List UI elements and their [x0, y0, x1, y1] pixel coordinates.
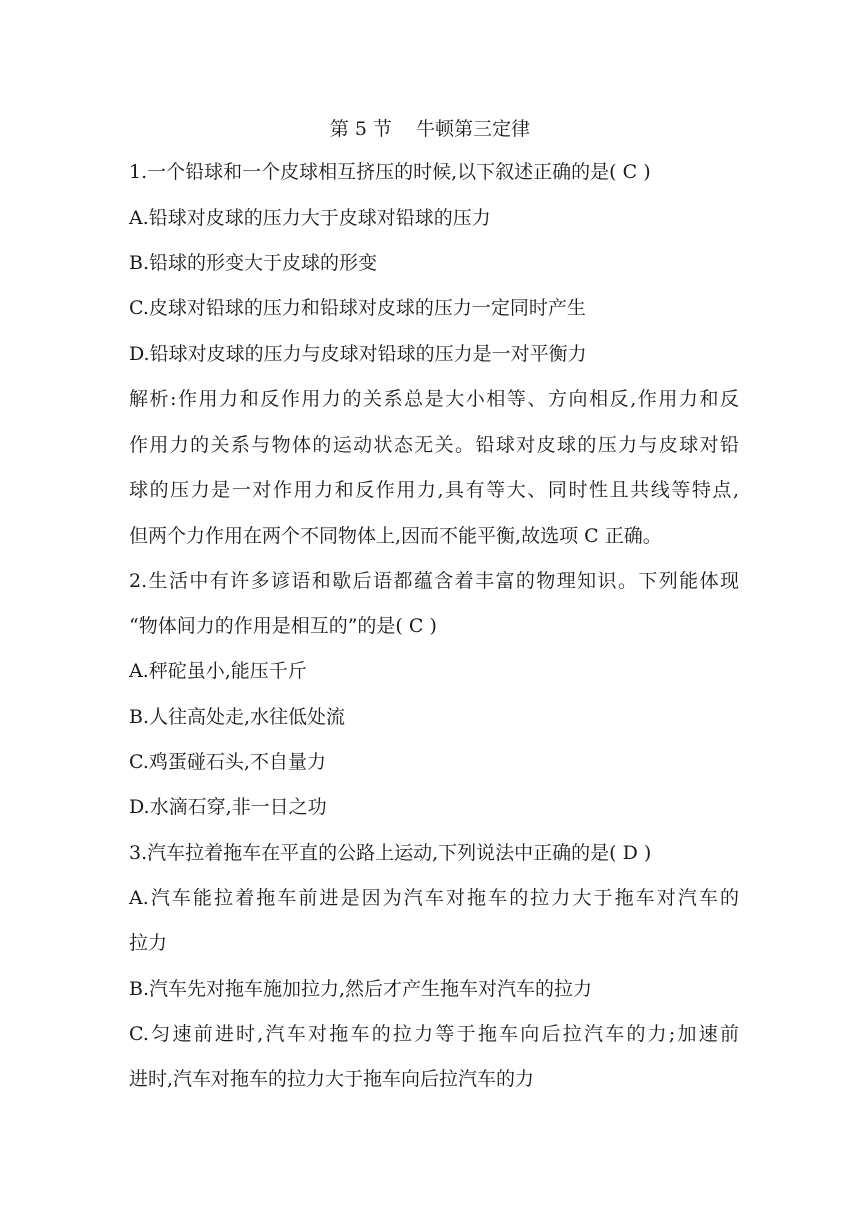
question-1-analysis-line-3: 球的压力是一对作用力和反作用力,具有等大、同时性且共线等特点, — [129, 479, 739, 501]
question-3-option-a-line-2: 拉力 — [129, 932, 168, 954]
question-1-option-d: D.铅球对皮球的压力与皮球对铅球的压力是一对平衡力 — [129, 343, 587, 365]
question-1-analysis-line-1: 解析:作用力和反作用力的关系总是大小相等、方向相反,作用力和反 — [129, 388, 739, 410]
question-1-analysis-line-2: 作用力的关系与物体的运动状态无关。铅球对皮球的压力与皮球对铅 — [129, 434, 739, 456]
section-title: 第 5 节 牛顿第三定律 — [329, 118, 531, 140]
question-3-option-c-line-1: C.匀速前进时,汽车对拖车的拉力等于拖车向后拉汽车的力;加速前 — [129, 1023, 739, 1045]
question-1-analysis-line-4: 但两个力作用在两个不同物体上,因而不能平衡,故选项 C 正确。 — [129, 525, 662, 547]
question-2-option-b: B.人往高处走,水往低处流 — [129, 706, 346, 728]
question-1-option-a: A.铅球对皮球的压力大于皮球对铅球的压力 — [129, 207, 491, 229]
question-1-stem: 1.一个铅球和一个皮球相互挤压的时候,以下叙述正确的是( C ) — [129, 161, 651, 183]
question-1-option-b: B.铅球的形变大于皮球的形变 — [129, 252, 378, 274]
question-3-option-a-line-1: A.汽车能拉着拖车前进是因为汽车对拖车的拉力大于拖车对汽车的 — [129, 887, 739, 909]
question-1-option-c: C.皮球对铅球的压力和铅球对皮球的压力一定同时产生 — [129, 297, 586, 319]
question-2-stem-line-2: “物体间力的作用是相互的”的是( C ) — [129, 615, 437, 637]
question-3-option-b: B.汽车先对拖车施加拉力,然后才产生拖车对汽车的拉力 — [129, 978, 593, 1000]
question-3-stem: 3.汽车拉着拖车在平直的公路上运动,下列说法中正确的是( D ) — [129, 842, 652, 864]
question-2-option-a: A.秤砣虽小,能压千斤 — [129, 660, 307, 682]
question-2-option-c: C.鸡蛋碰石头,不自量力 — [129, 751, 326, 773]
question-2-stem-line-1: 2.生活中有许多谚语和歇后语都蕴含着丰富的物理知识。下列能体现 — [129, 570, 739, 592]
question-2-option-d: D.水滴石穿,非一日之功 — [129, 796, 327, 818]
question-3-option-c-line-2: 进时,汽车对拖车的拉力大于拖车向后拉汽车的力 — [129, 1068, 535, 1090]
